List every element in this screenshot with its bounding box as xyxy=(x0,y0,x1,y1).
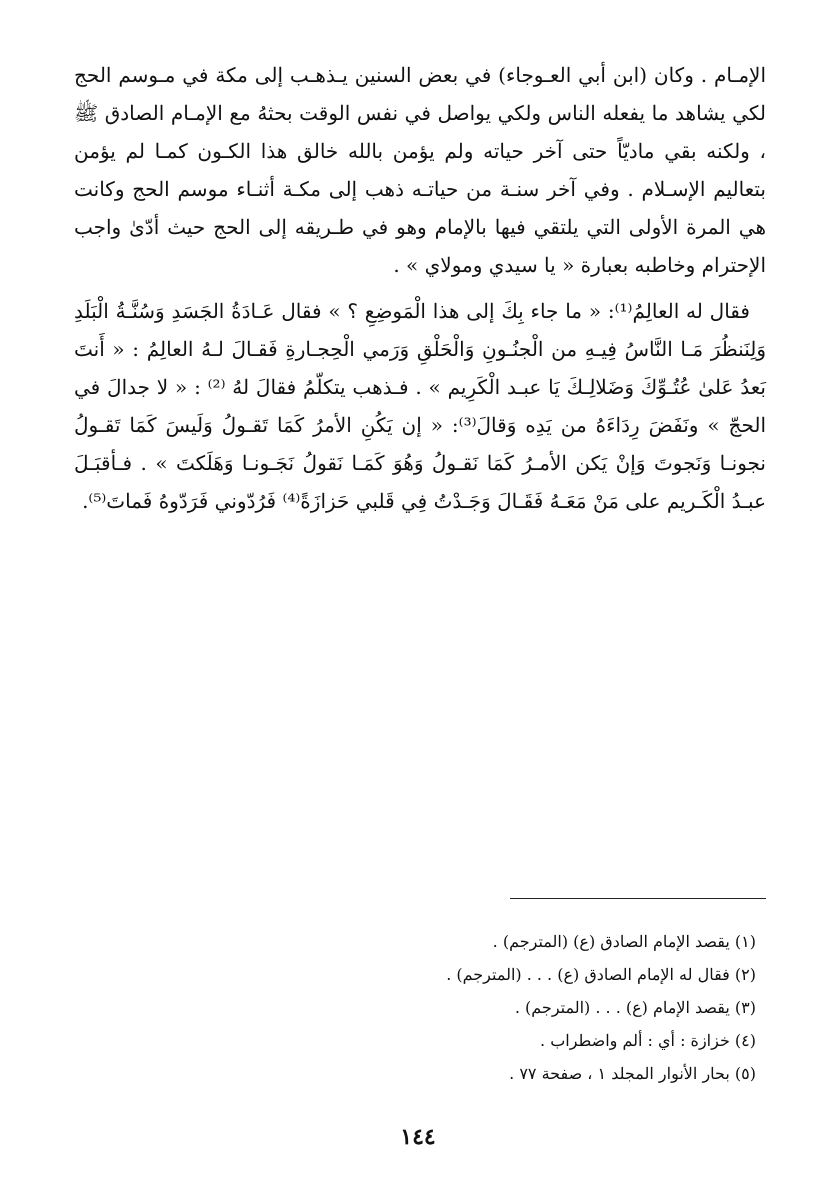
main-text xyxy=(74,56,766,520)
footnote-3: (٣) يقصد الإمام (ع) . . . (المترجم) . xyxy=(514,998,756,1017)
paragraph-2: فقال له العالِمُ⁽¹⁾: « ما جاء بِكَ إلى هذا الْمَوضِعِ ؟ » فقال عَـادَةُ الجَسَدِ وَسُنَّـةُ الْبَلَدِ وَلِنَنظُرَ مَـا النَّاسُ فِيـهِ من الْجنُـونِ وَالْحَلْقِ وَرَمي الْحِجـارةِ فَقـالَ لـهُ العالِمُ : « أَنتَ بَعدُ عَلىٰ عُتُـوِّكَ وَضَلالِـكَ يَا عبـد الْكَرِيم » . فـذهب يتكلّمُ فقالَ لهُ ⁽²⁾ : « لا جدالَ في الحجّ » ونَفَضَ رِدَاءَهُ من يَدِه وَقالَ⁽³⁾: « إن يَكُنِ الأمرُ كَمَا تَقـولُ وَلَيسَ كَمَا تَقـولُ نجونـا وَنَجوتَ وَإنْ يَكن الأمـرُ كَمَا نَقـولُ وَهُوَ كَمَـا نَقولُ نَجَـونـا وَهَلَكتَ » . فـأقبَـلَ عبـدُ الْكَـريم على مَنْ مَعَـهُ فَقَـالَ وَجَـدْتُ فِي قَلبي حَزازَةً⁽⁴⁾ فَرُدّوني فَرَدّوهُ فَماتَ⁽⁵⁾. xyxy=(74,299,767,513)
footnotes xyxy=(74,925,766,1090)
footnote-2: (٢) فقال له الإمام الصادق (ع) . . . (المترجم) . xyxy=(446,965,756,984)
footnote-5: (٥) بحار الأنوار المجلد ١ ، صفحة ٧٧ . xyxy=(509,1064,756,1083)
footnote-1: (١) يقصد الإمام الصادق (ع) (المترجم) . xyxy=(492,932,756,951)
paragraph-1: الإمـام . وكان (ابن أبي العـوجاء) في بعض السنين يـذهـب إلى مكة في مـوسم الحج لكي يشاهد ما يفعله الناس ولكي يواصل في نفس الوقت بحثهُ مع الإمـام الصادق ﷺ ، ولكنه بقي ماديّاً حتى آخر حياته ولم يؤمن بالله خالق هذا الكـون كمـا لم يؤمن بتعاليم الإسـلام . وفي آخر سنـة من حياتـه ذهب إلى مكـة أثنـاء موسم الحج وكانت هي المرة الأولى التي يلتقي فيها بالإمام وهو في طـريقه إلى الحج حيث أدّىٰ واجب الإحترام وخاطبه بعبارة « يا سيدي ومولاي » . xyxy=(74,63,766,277)
page-number: ١٤٤ xyxy=(400,1124,436,1150)
footnote-separator xyxy=(510,898,766,899)
footnote-4: (٤) خزازة : أي : ألم واضطراب . xyxy=(540,1031,756,1050)
